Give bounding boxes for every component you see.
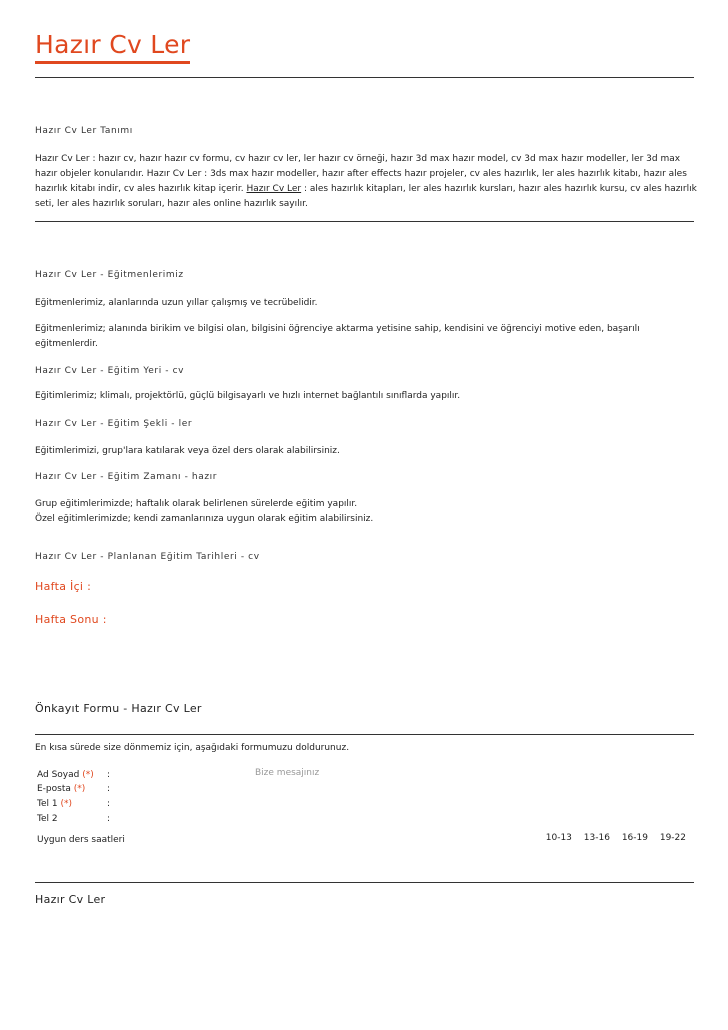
email-input[interactable] [117,783,247,795]
phone1-row: Tel 1 (*) : [37,797,247,811]
name-row: Ad Soyad (*) : [37,768,247,782]
weekend-label: Hafta Sonu : [35,613,107,626]
email-row: E-posta (*) : [37,782,247,796]
intro-divider [35,221,694,222]
phone2-label: Tel 2 [37,814,58,824]
trainers-paragraph-2: Eğitmenlerimiz; alanında birikim ve bilgisi olan, bilgisini öğrenciye aktarma yetisine sahip, kendisini ve öğrenciyi motive eden, başarılı eğitmenlerdir. [35,324,640,349]
intro-link[interactable]: Hazır Cv Ler [246,184,302,194]
intro-heading: Hazır Cv Ler Tanımı [35,126,133,136]
slot-option[interactable]: 13-16 [583,833,610,843]
form-title: Önkayıt Formu - Hazır Cv Ler [35,702,202,715]
name-label: Ad Soyad (*) [37,770,94,780]
time-heading: Hazır Cv Ler - Eğitim Zamanı - hazır [35,472,218,482]
intro-text-2: : ales hazırlık kitapları, ler ales hazırlık kursları, hazır ales hazırlık kursu, cv ales hazırlık seti, ler ales hazırlık soruları, hazır ales online hazırlık sayılır. [35,184,697,209]
trainers-heading: Hazır Cv Ler - Eğitmenlerimiz [35,270,184,280]
time-paragraph-1: Grup eğitimlerimizde; haftalık olarak belirlenen sürelerde eğitim yapılır. [35,499,358,509]
phone2-row: Tel 2 : [37,812,247,826]
footer-title: Hazır Cv Ler [35,893,106,906]
dates-heading: Hazır Cv Ler - Planlanan Eğitim Tarihleri - cv [35,552,260,562]
phone1-input[interactable] [117,798,247,810]
slot-option[interactable]: 19-22 [659,833,686,843]
slot-option[interactable]: 16-19 [621,833,648,843]
phone1-label: Tel 1 (*) [37,799,72,809]
form-instructions: En kısa sürede size dönmemiz için, aşağıdaki formumuzu doldurunuz. [35,743,350,753]
format-paragraph: Eğitimlerimizi, grup'lara katılarak veya özel ders olarak alabilirsiniz. [35,446,340,456]
header-divider [35,77,694,78]
intro-text-1: Hazır Cv Ler : hazır cv, hazır hazır cv formu, cv hazır cv ler, ler hazır cv örneği, hazır 3d max hazır model, cv 3d max hazır modeller, ler 3d max hazır objeler konularıdır. Hazır Cv Ler : 3ds max hazır modeller, hazır after effects hazır projeler, cv ales hazırlık, ler ales hazırlık kitabı, hazır ales hazırlık kitabı indir, cv ales hazırlık kitap içerir. [35,154,687,194]
email-label: E-posta (*) [37,784,86,794]
intro-paragraph [35,152,697,212]
message-textarea[interactable] [255,768,455,828]
place-paragraph: Eğitimlerimiz; klimalı, projektörlü, güçlü bilgisayarlı ve hızlı internet bağlantılı sınıflarda yapılır. [35,391,461,401]
slot-option[interactable]: 10-13 [545,833,572,843]
trainers-paragraph-1: Eğitmenlerimiz, alanlarında uzun yıllar çalışmış ve tecrübelidir. [35,298,318,308]
weekday-label: Hafta İçi : [35,580,92,593]
form-divider [35,734,694,735]
site-title: Hazır Cv Ler [35,30,190,64]
phone2-input[interactable] [117,813,247,825]
name-input[interactable] [117,769,247,781]
time-paragraph-2: Özel eğitimlerimizde; kendi zamanlarınıza uygun olarak eğitim alabilirsiniz. [35,514,374,524]
place-heading: Hazır Cv Ler - Eğitim Yeri - cv [35,366,185,376]
slot-options [537,833,686,843]
format-heading: Hazır Cv Ler - Eğitim Şekli - ler [35,419,193,429]
footer-divider [35,882,694,883]
slots-label: Uygun ders saatleri [37,835,125,845]
